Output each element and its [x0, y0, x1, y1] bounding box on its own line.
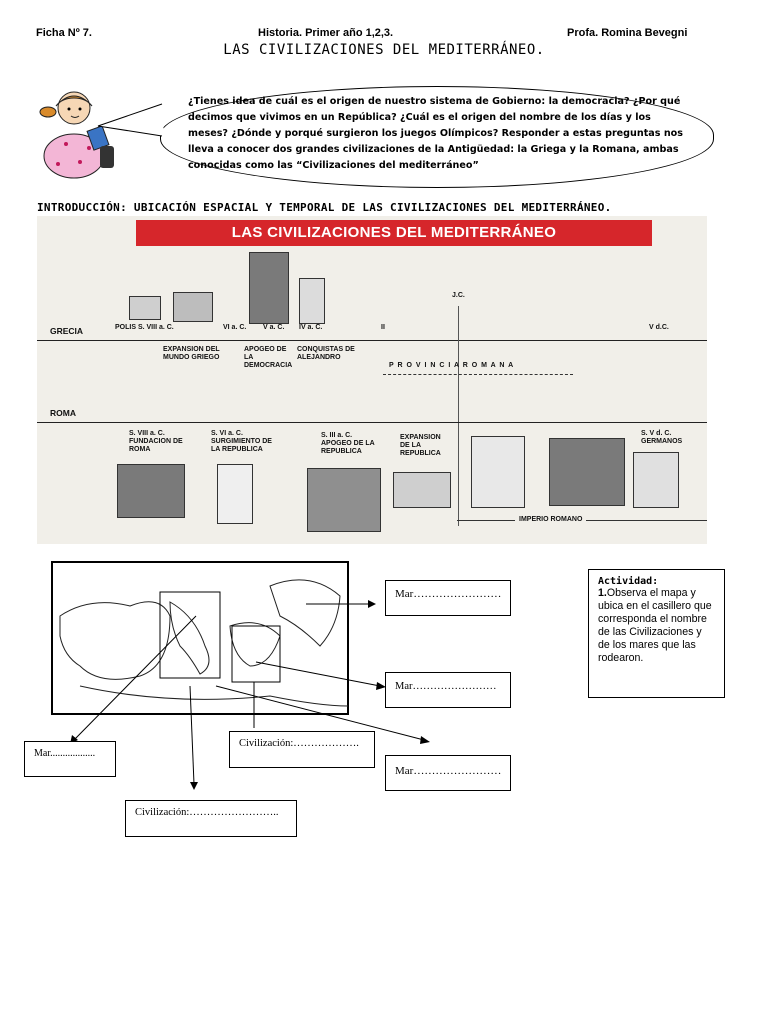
roma-event-germanos: S. V d. C. GERMANOS [641, 430, 683, 445]
mar-box-left-text: Mar.................. [34, 748, 96, 759]
mar-box-middle-text: Mar…………………… [395, 681, 497, 692]
civilization-box-bottom-text: Civilización:…………………….. [135, 807, 279, 818]
activity-number: 1. [598, 587, 607, 599]
roma-event-fundacion: S. VIII a. C. FUNDACION DE ROMA [129, 430, 183, 453]
provincia-romana-label: P R O V I N C I A R O M A N A [389, 362, 515, 369]
greek-ship-image [173, 292, 213, 322]
activity-title: Actividad: [598, 576, 659, 587]
speech-bubble-text: ¿Tienes idea de cuál es el origen de nuestro sistema de Gobierno: la democracia? ¿Por qué decimos que vivimos en un República? ¿Cuál es el origen del nombre de los días y los meses? ¿Dónde y porqué surgieron los juegos Olímpicos? Responder a estas preguntas nos lleva a conocer dos grandes civilizaciones de la Antigüedad: la Griega y la Romana, ambas conocidas como las “Civilizaciones del mediterráneo” [188, 96, 683, 171]
alexander-bust-image [299, 278, 325, 324]
grecia-tick-vi: VI a. C. [223, 324, 247, 331]
timeline-banner: LAS CIVILIZACIONES DEL MEDITERRÁNEO [136, 220, 652, 246]
intro-heading: INTRODUCCIÓN: UBICACIÓN ESPACIAL Y TEMPORAL DE LAS CIVILIZACIONES DEL MEDITERRÁNEO. [37, 201, 612, 214]
activity-box [588, 569, 725, 698]
roma-label: ROMA [50, 408, 76, 418]
header-course: Historia. Primer año 1,2,3. [258, 27, 394, 39]
grecia-tick-vdc: V d.C. [649, 324, 669, 331]
grecia-tick-v: V a. C. [263, 324, 285, 331]
provincia-arrow [383, 374, 573, 375]
grecia-tick-ii: II [381, 324, 385, 331]
mar-box-top-text: Mar…………………… [395, 588, 502, 600]
she-wolf-image [117, 464, 185, 518]
jc-line [458, 306, 459, 526]
grecia-event-democracia: APOGEO DE LA DEMOCRACIA [244, 346, 293, 369]
imperio-romano-label: IMPERIO ROMANO [515, 516, 586, 524]
activity-instructions [598, 587, 715, 665]
grecia-tick-polis: POLIS S. VIII a. C. [115, 324, 174, 331]
roma-event-republica: S. VI a. C. SURGIMIENTO DE LA REPUBLICA [211, 430, 272, 453]
page-title: LAS CIVILIZACIONES DEL MEDITERRÁNEO. [223, 42, 545, 58]
civilization-box-middle-text: Civilización:………………. [239, 738, 359, 749]
grecia-label: GRECIA [50, 326, 84, 336]
triumphal-arch-image [549, 438, 625, 506]
grecia-event-expansion: EXPANSION DEL MUNDO GRIEGO [163, 346, 220, 361]
mar-box-top[interactable] [385, 580, 511, 616]
grecia-tick-iv: IV a. C. [299, 324, 323, 331]
mar-box-middle[interactable] [385, 672, 511, 708]
imperial-eagle-image [471, 436, 525, 508]
roma-axis [37, 422, 707, 423]
mar-box-right-text: Mar…………………… [395, 765, 502, 777]
roman-senator-image [217, 464, 253, 524]
roma-event-apogeo: S. III a. C. APOGEO DE LA REPUBLICA [321, 432, 375, 455]
header-teacher: Profa. Romina Bevegni [567, 27, 688, 39]
roman-building-image [307, 468, 381, 532]
greek-temple-image [129, 296, 161, 320]
speech-bubble-tail [96, 96, 176, 156]
mar-box-left[interactable] [24, 741, 116, 777]
jc-label: J.C. [452, 292, 465, 299]
germanic-rider-image [633, 452, 679, 508]
timeline-image [37, 216, 707, 544]
civilization-box-middle[interactable] [229, 731, 375, 768]
roman-galley-image [393, 472, 451, 508]
activity-text: Observa el mapa y ubica en el casillero que corresponda el nombre de las Civilizaciones y de los mares que las rodearon. [598, 587, 712, 664]
grecia-event-alejandro: CONQUISTAS DE ALEJANDRO [297, 346, 355, 361]
roma-event-expansion: EXPANSION DE LA REPUBLICA [400, 434, 441, 457]
mar-box-right[interactable] [385, 755, 511, 791]
header-fiche-number: Ficha Nº 7. [36, 27, 92, 39]
grecia-axis [37, 340, 707, 341]
civilization-box-bottom[interactable] [125, 800, 297, 837]
greek-statue-image [249, 252, 289, 324]
